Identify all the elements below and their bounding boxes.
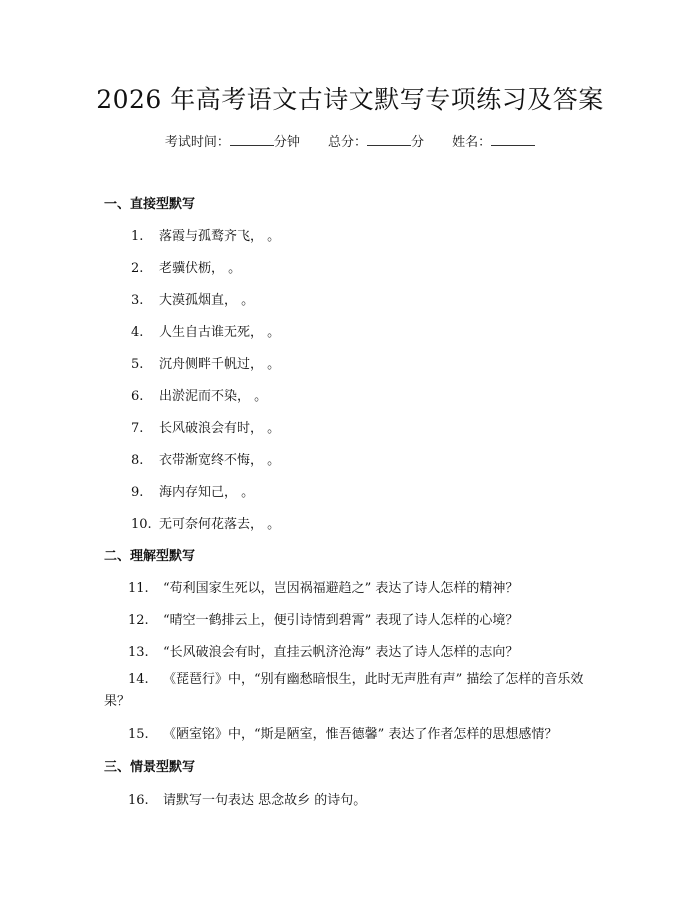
exam-meta xyxy=(0,131,700,150)
list-item: 15. 《陋室铭》中，“斯是陋室，惟吾德馨” 表达了作者怎样的思想感情？ xyxy=(128,727,558,742)
list-item: 14. 《琵琶行》中，“别有幽愁暗恨生，此时无声胜有声” 描绘了怎样的音乐效果？ xyxy=(104,672,584,709)
list-item: 1. 落霞与孤鹜齐飞， 。 xyxy=(131,229,281,244)
page-title: 2026 年高考语文古诗文默写专项练习及答案 xyxy=(96,85,604,114)
list-item: 6. 出淤泥而不染， 。 xyxy=(131,389,268,404)
list-item: 13. “长风破浪会有时，直挂云帆济沧海” 表达了诗人怎样的志向？ xyxy=(128,645,519,660)
list-item: 11. “苟利国家生死以，岂因祸福避趋之” 表达了诗人怎样的精神？ xyxy=(128,581,519,596)
section-heading-scenario: 三、情景型默写 xyxy=(104,760,196,775)
list-item: 8. 衣带渐宽终不悔， 。 xyxy=(131,453,281,468)
list-item: 12. “晴空一鹤排云上，便引诗情到碧霄” 表现了诗人怎样的心境？ xyxy=(128,613,519,628)
list-item: 4. 人生自古谁无死， 。 xyxy=(131,325,281,340)
score-blank[interactable] xyxy=(367,133,411,146)
list-item: 16. 请默写一句表达 思念故乡 的诗句。 xyxy=(128,793,367,808)
exam-score: 总分： 分 xyxy=(327,135,425,150)
list-item: 3. 大漠孤烟直， 。 xyxy=(131,293,255,308)
section-heading-understanding: 二、理解型默写 xyxy=(104,549,196,564)
time-blank[interactable] xyxy=(230,133,274,146)
list-item: 5. 沉舟侧畔千帆过， 。 xyxy=(131,357,281,372)
list-item: 10. 无可奈何花落去， 。 xyxy=(131,517,281,532)
list-item: 2. 老骥伏枥， 。 xyxy=(131,261,242,276)
list-item: 9. 海内存知己， 。 xyxy=(131,485,255,500)
section-heading-direct: 一、直接型默写 xyxy=(104,197,196,212)
student-name: 姓名： xyxy=(452,131,535,150)
exam-time: 考试时间： 分钟 xyxy=(164,135,300,150)
name-blank[interactable] xyxy=(491,133,535,146)
list-item: 7. 长风破浪会有时， 。 xyxy=(131,421,281,436)
